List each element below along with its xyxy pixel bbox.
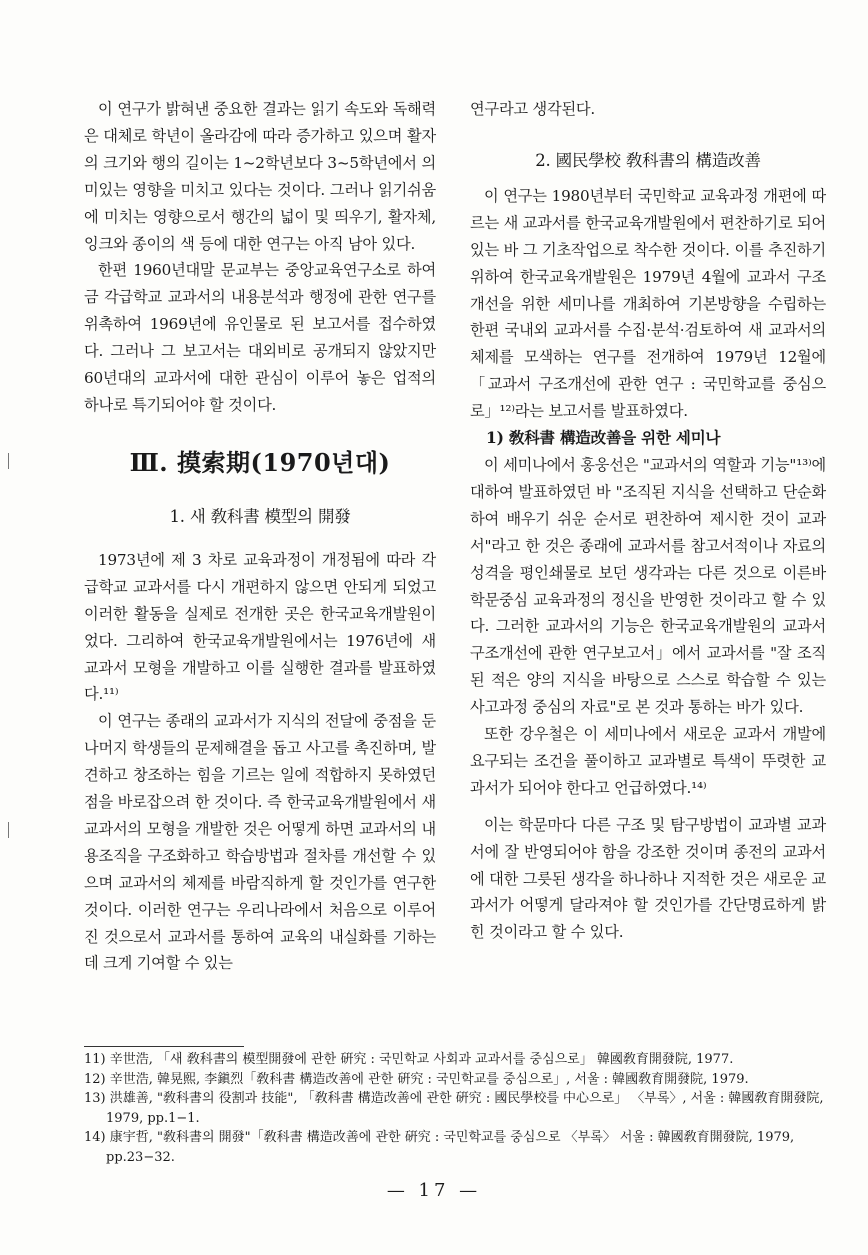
page-number: — 17 — — [386, 1180, 482, 1201]
paragraph: 이 연구가 밝혀낸 중요한 결과는 읽기 속도와 독해력은 대체로 학년이 올라감에 따라 증가하고 있으며 활자의 크기와 행의 길이는 1~2학년보다 3~5학년에서 의미있는 영향을 미치고 있다는 것이다. 그러나 읽기쉬움에 미치는 영향으로서 행간의 넓이 및 띄우기, 활자체, 잉크와 종이의 색 등에 대한 연구는 아직 남아 있다. — [84, 100, 436, 253]
right-column — [470, 96, 826, 946]
footnote: 11) 辛世浩, 「새 敎科書의 模型開發에 관한 硏究 : 국민학교 사회과 교과서를 중심으로」 韓國敎育開發院, 1977. — [84, 1052, 734, 1067]
paragraph: 또한 강우철은 이 세미나에서 새로운 교과서 개발에 요구되는 조건을 풀이하고 교과별로 특색이 뚜렷한 교과서가 되어야 한다고 언급하였다.¹⁴⁾ — [470, 725, 826, 797]
footnote-rule — [84, 1046, 244, 1047]
footnote: 13) 洪雄善, "敎科書의 役割과 技能", 「敎科書 構造改善에 관한 硏究 : 國民學校를 中心으로」 〈부록〉, 서울 : 韓國敎育開發院, 1979, pp.1−1. — [84, 1091, 824, 1126]
paragraph: 이 세미나에서 홍웅선은 "교과서의 역할과 기능"¹³⁾에 대하여 발표하였던 바 "조직된 지식을 선택하고 단순화하여 배우기 쉬운 순서로 편찬하여 제시한 것이 교과서"라고 한 것은 종래에 교과서를 참고서적이나 자료의 성격을 평인쇄물로 보던 생각과는 다른 것으로 이른바 학문중심 교육과정의 정신을 반영한 것이라고 할 수 있다. 그러한 교과서의 기능은 한국교육개발원의 교과서 구조개선에 관한 연구보고서」에서 교과서를 "잘 조직된 적은 양의 지식을 바탕으로 스스로 학습할 수 있는 사고과정 중심의 자료"로 본 것과 통하는 바가 있다. — [470, 455, 826, 717]
section-heading: 2. 國民學校 敎科書의 構造改善 — [535, 150, 761, 170]
subsection-heading: 1) 敎科書 構造改善을 위한 세미나 — [486, 428, 721, 448]
footnote: 14) 康宇哲, "敎科書의 開發"「敎科書 構造改善에 관한 硏究 : 국민학교를 중심으로 〈부록〉 서울 : 韓國敎育開發院, 1979, pp.23−32. — [84, 1130, 795, 1165]
paragraph: 1973년에 제 3 차로 교육과정이 개정됨에 따라 각급학교 교과서를 다시 개편하지 않으면 안되게 되었고 이러한 활동을 실제로 전개한 곳은 한국교육개발원이었다. 그리하여 한국교육개발원에서는 1976년에 새 교과서 모형을 개발하고 이를 실행한 결과를 발표하였다.¹¹⁾ — [84, 550, 436, 704]
paragraph: 이는 학문마다 다른 구조 및 탐구방법이 교과별 교과서에 잘 반영되어야 함을 강조한 것이며 종전의 교과서에 대한 그릇된 생각을 하나하나 지적한 것은 새로운 교과서가 어떻게 달라져야 할 것인가를 간단명료하게 밝힌 것이라고 할 수 있다. — [470, 815, 826, 942]
paragraph-continued: 연구라고 생각된다. — [470, 100, 596, 118]
paragraph: 한편 1960년대말 문교부는 중앙교육연구소로 하여금 각급학교 교과서의 내용분석과 행정에 관한 연구를 위촉하여 1969년에 유인물로 된 보고서를 접수하였다. 그러나 그 보고서는 대외비로 공개되지 않았지만 60년대의 교과서에 대한 관심이 이루어 놓은 업적의 하나로 특기되어야 할 것이다. — [84, 261, 436, 414]
section-heading: 1. 새 敎科書 模型의 開發 — [169, 506, 351, 526]
paragraph: 이 연구는 1980년부터 국민학교 교육과정 개편에 따르는 새 교과서를 한국교육개발원에서 편찬하기로 되어 있는 바 그 기초작업으로 착수한 것이다. 이를 추진하기 위하여 한국교육개발원은 1979년 4월에 교과서 구조개선을 위한 세미나를 개최하여 기본방향을 수립하는 한편 국내외 교과서를 수집·분석·검토하여 새 교과서의 체제를 모색하는 연구를 전개하여 1979년 12월에 「교과서 구조개선에 관한 연구 : 국민학교를 중심으로」¹²⁾라는 보고서를 발표하였다. — [470, 186, 826, 421]
footnotes — [84, 1050, 826, 1167]
left-column — [84, 96, 436, 977]
margin-mark — [8, 453, 9, 469]
chapter-title: Ⅲ. 摸索期(1970년대) — [129, 447, 391, 477]
footnote: 12) 辛世浩, 韓晃熙, 李鎭烈「敎科書 構造改善에 관한 硏究 : 국민학교를 중심으로」, 서울 : 韓國敎育開發院, 1979. — [84, 1071, 749, 1087]
paragraph: 이 연구는 종래의 교과서가 지식의 전달에 중점을 둔 나머지 학생들의 문제해결을 돕고 사고를 촉진하며, 발견하고 창조하는 힘을 기르는 일에 적합하지 못하였던 점을 바로잡으려 한 것이다. 즉 한국교육개발원에서 새 교과서의 모형을 개발한 것은 어떻게 하면 교과서의 내용조직을 구조화하고 학습방법과 절차를 개선할 수 있으며 교과서의 체제를 바람직하게 할 것인가를 연구한 것이다. 이러한 연구는 우리나라에서 처음으로 이루어진 것으로서 교과서를 통하여 교육의 내실화를 기하는데 크게 기여할 수 있는 — [84, 712, 436, 973]
margin-mark — [8, 822, 9, 838]
